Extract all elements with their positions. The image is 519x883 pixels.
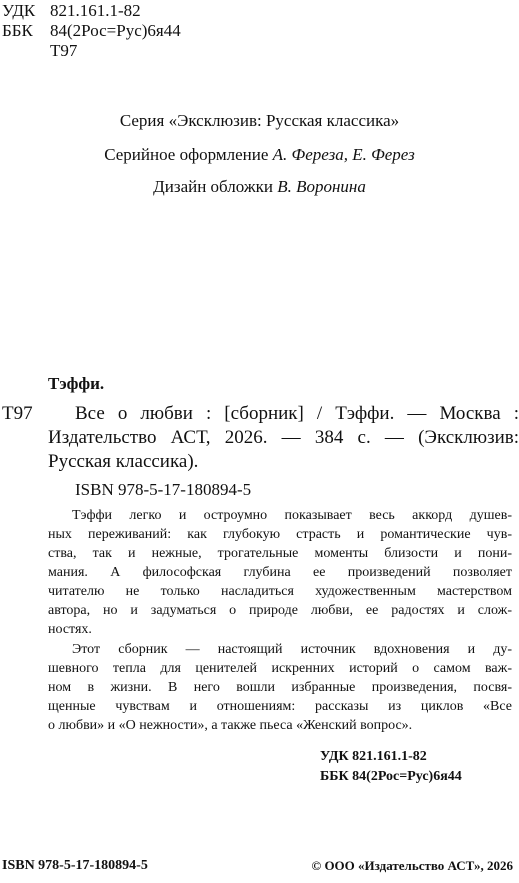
footer-copyright: © ООО «Издательство АСТ», 2026 (311, 858, 513, 873)
footer-isbn: ISBN 978-5-17-180894-5 (2, 858, 148, 873)
bbk-label: ББК (2, 21, 33, 40)
annotation-paragraph-2 (48, 640, 512, 735)
series-line: Серия «Эксклюзив: Русская классика» (119, 111, 400, 130)
annotation-line: ностях. (48, 622, 92, 637)
udk-line (2, 2, 141, 19)
series-design-line (0, 145, 519, 165)
footer-udk: УДК 821.161.1-82 (320, 749, 427, 764)
annotation-paragraph-1 (48, 506, 512, 639)
annotation-line: ном в жизни. В него вошли избранные произведения, посвя- (48, 680, 512, 695)
annotation-line: Этот сборник — настоящий источник вдохновения и ду- (72, 642, 512, 657)
annotation-line: автора, но и задуматься о природе любви, ее радостях и слож- (48, 603, 512, 618)
annotation-line: шевного тепла для ценителей искренних историй о самом важ- (48, 661, 512, 676)
cover-design-line (0, 177, 519, 197)
bib-isbn: ISBN 978-5-17-180894-5 (75, 480, 252, 499)
bbk-line (2, 22, 181, 39)
bib-line-2: Издательство АСТ, 2026. — 384 с. — (Эксклюзив: (48, 427, 519, 448)
udk-value: 821.161.1-82 (50, 1, 141, 20)
annotation-line: щенные чувствам и отношениям: рассказы из циклов «Все (48, 699, 512, 714)
bib-line-3: Русская классика). (48, 451, 199, 472)
series-design-prefix: Серийное оформление (104, 145, 273, 164)
cover-design-name: В. Воронина (277, 177, 366, 196)
annotation-line: мания. А философская глубина ее произведений позволяет (48, 565, 512, 580)
author-sign-top: Т97 (50, 41, 78, 60)
annotation-line: ства, так и нежные, трогательные моменты близости и пони- (48, 546, 512, 561)
bbk-value: 84(2Рос=Рус)6я44 (50, 21, 181, 40)
annotation-line: читателю не только насладиться художественным мастерством (48, 584, 512, 599)
bib-author-sign: Т97 (2, 403, 33, 424)
footer-bbk: ББК 84(2Рос=Рус)6я44 (320, 769, 462, 784)
annotation-line: ных переживаний: как глубокую страсть и романтические чув- (48, 527, 512, 542)
bib-author: Тэффи. (48, 374, 105, 393)
bib-line-1: Все о любви : [сборник] / Тэффи. — Москва : (75, 403, 519, 424)
annotation-line: о любви» и «О нежности», а также пьеса «Женский вопрос». (48, 718, 413, 733)
series-design-names: А. Фереза, Е. Ферез (272, 145, 415, 164)
cover-design-prefix: Дизайн обложки (153, 177, 278, 196)
udk-label: УДК (2, 1, 36, 20)
annotation-line: Тэффи легко и остроумно показывает весь аккорд душев- (72, 508, 512, 523)
